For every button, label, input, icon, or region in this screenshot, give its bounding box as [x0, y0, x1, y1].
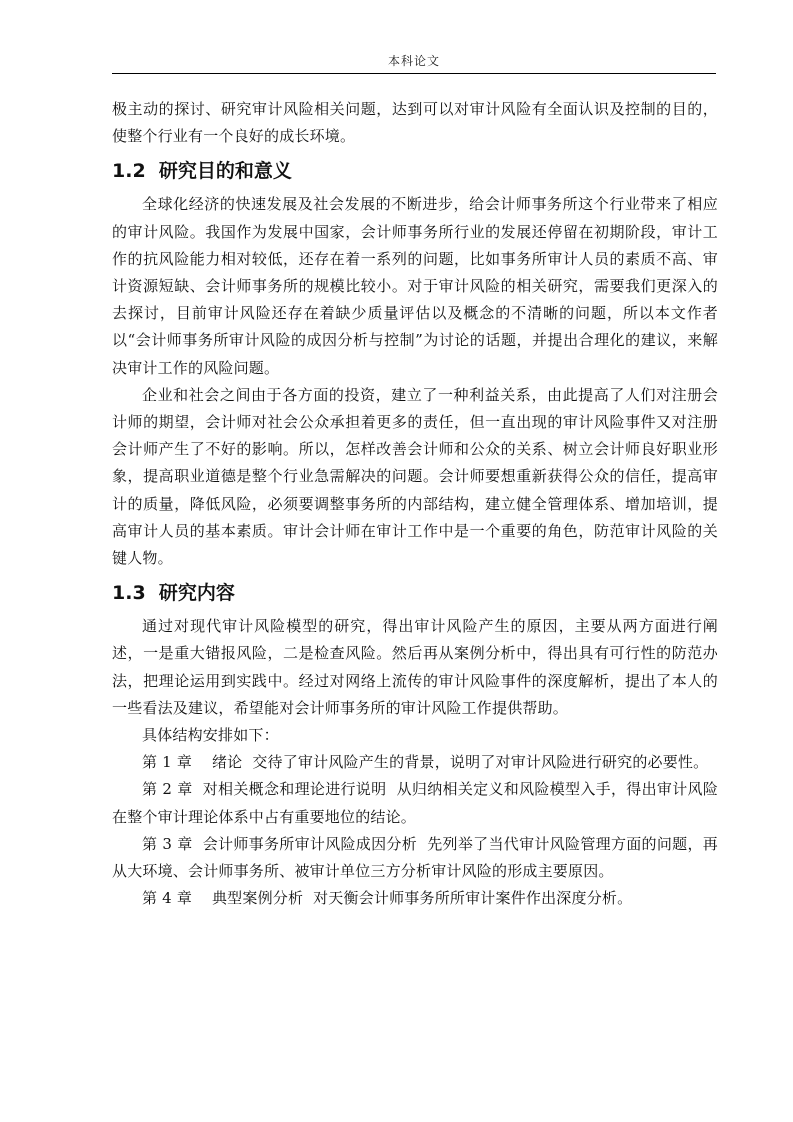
running-header: 本科论文: [387, 54, 440, 68]
chapter-item: [112, 831, 718, 885]
section-number: 1.2: [112, 160, 146, 183]
paragraph: 通过对现代审计风险模型的研究，得出审计风险产生的原因，主要从两方面进行阐述，一是重大错报风险，二是检查风险。然后再从案例分析中，得出具有可行性的防范办法，把理论运用到实践中。经过对网络上流传的审计风险事件的深度解析，提出了本人的一些看法及建议，希望能对会计师事务所的审计风险工作提供帮助。: [112, 617, 718, 717]
chapter-item: [112, 749, 718, 776]
section-heading-1-3: [112, 581, 718, 605]
chapter-desc: 交待了审计风险产生的背景，说明了对审计风险进行研究的必要性。: [252, 753, 709, 772]
section-heading-1-2: [112, 159, 718, 183]
section-title: 研究内容: [158, 582, 235, 605]
chapter-item: [112, 885, 718, 912]
page-content: [112, 96, 718, 912]
chapter-label: 第 1 章: [142, 753, 193, 772]
chapter-title: 对相关概念和理论进行说明: [202, 780, 387, 799]
section-number: 1.3: [112, 582, 146, 605]
header-rule: [112, 73, 716, 74]
chapter-label: 第 4 章: [142, 889, 193, 908]
paragraph: 具体结构安排如下：: [142, 726, 279, 745]
chapter-label: 第 3 章: [142, 834, 193, 853]
chapter-item: [112, 776, 718, 830]
chapter-title: 典型案例分析: [211, 889, 304, 908]
paragraph: 全球化经济的快速发展及社会发展的不断进步，给会计师事务所这个行业带来了相应的审计风险。我国作为发展中国家，会计师事务所行业的发展还停留在初期阶段，审计工作的抗风险能力相对较低，还存在着一系列的问题，比如事务所审计人员的素质不高、审计资源短缺、会计师事务所的规模比较小。对于审计风险的相关研究，需要我们更深入的去探讨，目前审计风险还存在着缺少质量评估以及概念的不清晰的问题，所以本文作者以“会计师事务所审计风险的成因分析与控制”为讨论的话题，并提出合理化的建议，来解决审计工作的风险问题。: [112, 195, 718, 377]
chapter-title: 会计师事务所审计风险成因分析: [202, 834, 418, 853]
chapter-desc: 从归纳相关定义和风险模型入手，得出审计风险在整个审计理论体系中占有重要地位的结论。: [112, 780, 719, 826]
chapter-desc: 对天衡会计师事务所所审计案件作出深度分析。: [313, 889, 633, 908]
intro-continuation-paragraph: 极主动的探讨、研究审计风险相关问题，达到可以对审计风险有全面认识及控制的目的，使整个行业有一个良好的成长环境。: [112, 100, 718, 146]
chapter-label: 第 2 章: [142, 780, 193, 799]
chapter-title: 绪论: [211, 753, 243, 772]
section-title: 研究目的和意义: [158, 160, 292, 183]
chapter-desc: 先列举了当代审计风险管理方面的问题，再从大环境、会计师事务所、被审计单位三方分析审计风险的形成主要原因。: [112, 834, 719, 881]
paragraph: 企业和社会之间由于各方面的投资，建立了一种利益关系，由此提高了人们对注册会计师的期望，会计师对社会公众承担着更多的责任，但一直出现的审计风险事件又对注册会计师产生了不好的影响。所以，怎样改善会计师和公众的关系、树立会计师良好职业形象，提高职业道德是整个行业急需解决的问题。会计师要想重新获得公众的信任，提高审计的质量，降低风险，必须要调整事务所的内部结构，建立健全管理体系、增加培训，提高审计人员的基本素质。审计会计师在审计工作中是一个重要的角色，防范审计风险的关键人物。: [112, 385, 718, 568]
